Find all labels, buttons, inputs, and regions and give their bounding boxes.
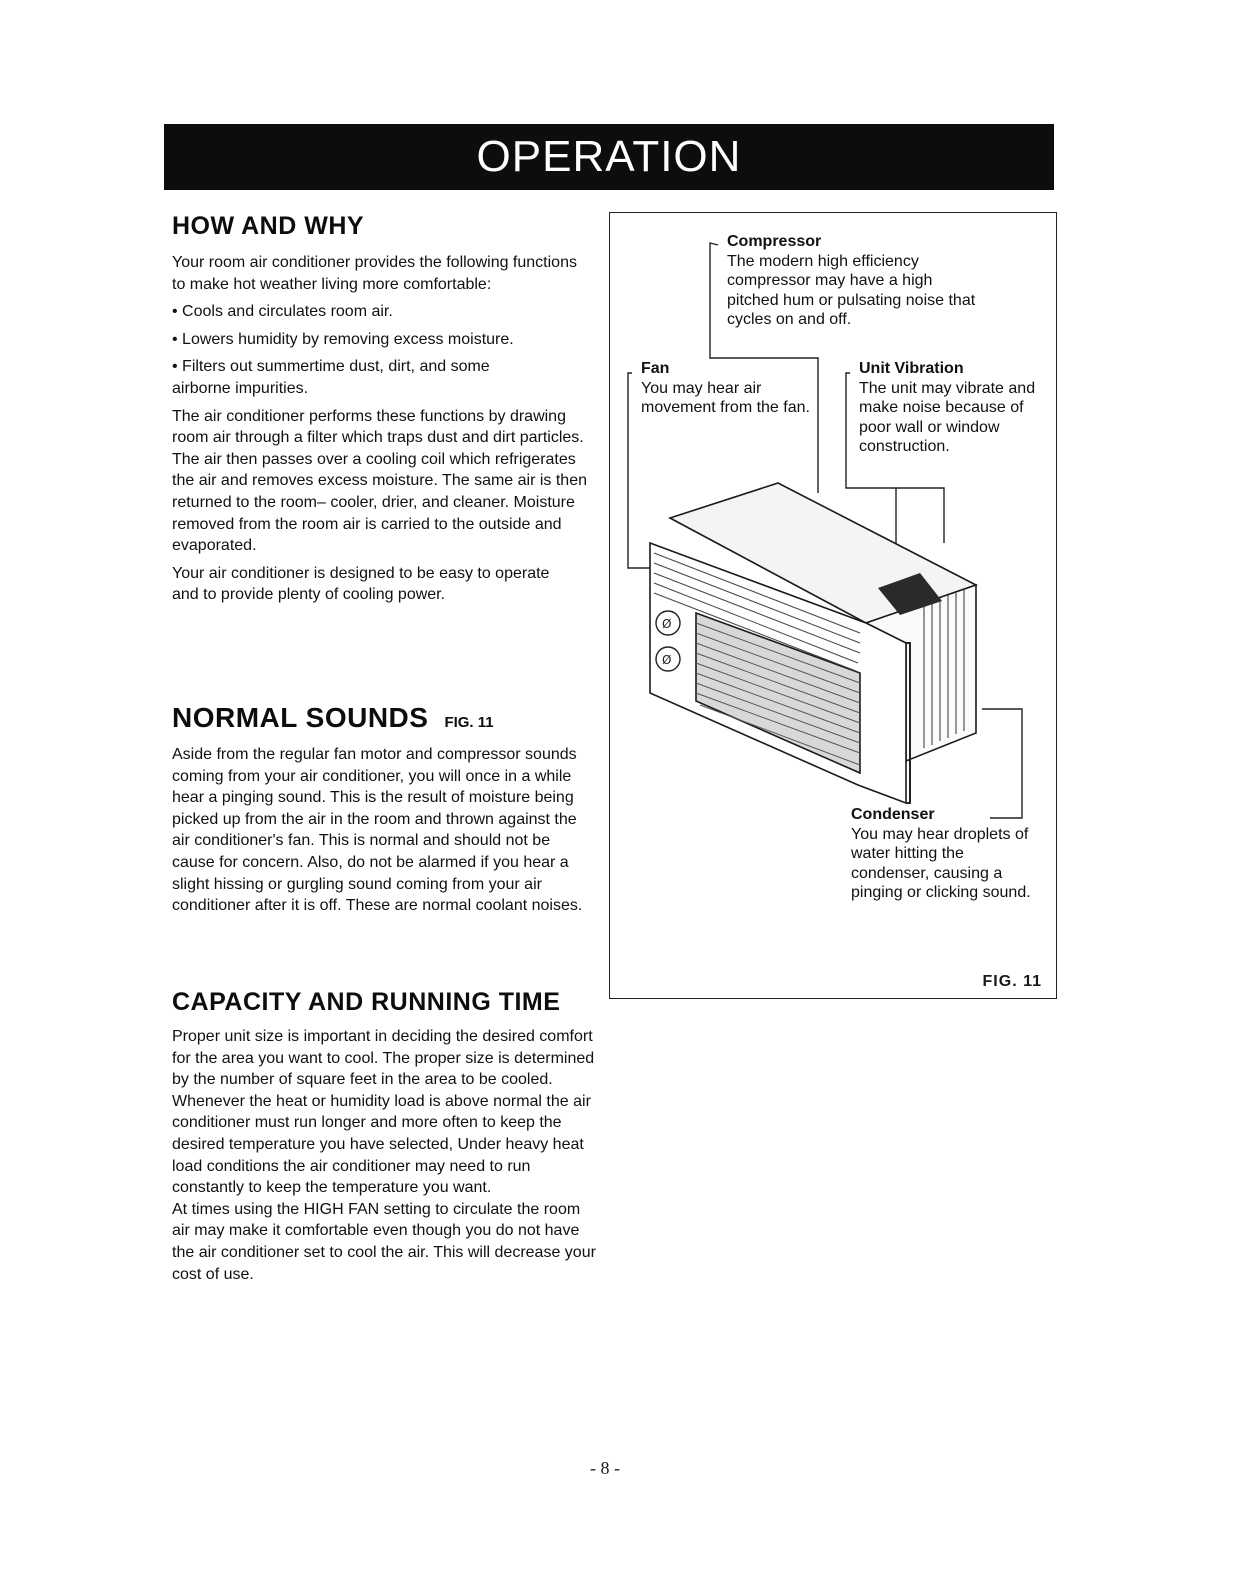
fig-reference: FIG. 11 (444, 714, 494, 731)
capacity-paragraph: At times using the HIGH FAN setting to circulate the room air may make it comfortable even though you do not have the air conditioner set to cool the air. This will decrease your cost of use. (172, 1200, 596, 1283)
vibration-title: Unit Vibration (859, 360, 964, 377)
capacity-paragraph: Whenever the heat or humidity load is above normal the air conditioner must run longer and more often to keep the desired temperature you have selected, Under heavy heat load conditions the air conditioner may need to run constantly to keep the temperature you want. (172, 1092, 591, 1197)
compressor-title: Compressor (727, 233, 822, 250)
bullet-item: • Filters out summertime dust, dirt, and some airborne impurities. (172, 358, 490, 397)
how-and-why-body (172, 252, 587, 606)
condenser-text: You may hear droplets of water hitting the condenser, causing a pinging or clicking sound. (851, 825, 1031, 901)
how-and-why-paragraph: The air conditioner performs these functions by drawing room air through a filter which traps dust and dirt particles. The air then passes over a cooling coil which refrigerates the air and removes excess moisture. The same air is then returned to the room– cooler, drier, and cleaner. Moisture removed from the room air is carried to the outside and evaporated. (172, 407, 587, 555)
vibration-callout (859, 359, 1039, 457)
page-title-banner (164, 124, 1054, 190)
capacity-paragraph: Proper unit size is important in deciding the desired comfort for the area you want to cool. The proper size is determined by the number of square feet in the area to be cooled. (172, 1028, 595, 1089)
svg-text:Ø: Ø (662, 617, 672, 631)
condenser-title: Condenser (851, 806, 935, 823)
how-and-why-intro: Your room air conditioner provides the following functions to make hot weather living more comfortable: (172, 254, 577, 293)
svg-text:Ø: Ø (662, 653, 672, 667)
compressor-text: The modern high efficiency compressor may have a high pitched hum or pulsating noise that cycles on and off. (727, 252, 976, 328)
page-number: - 8 - (590, 1458, 620, 1478)
how-and-why-paragraph: Your air conditioner is designed to be easy to operate and to provide plenty of cooling power. (172, 564, 550, 604)
capacity-heading: CAPACITY AND RUNNING TIME (172, 988, 561, 1016)
normal-sounds-title: NORMAL SOUNDS (172, 702, 429, 733)
figure-label: FIG. 11 (982, 973, 1042, 990)
page-title: OPERATION (476, 132, 742, 181)
normal-sounds-paragraph: Aside from the regular fan motor and compressor sounds coming from your air conditioner, you will once in a while hear a pinging sound. This is the result of moisture being picked up from the air in the room and thrown against the air conditioner's fan. This is normal and should not be cause for concern. Also, do not be alarmed if you hear a slight hissing or gurgling sound coming from your air conditioner after it is off. These are normal coolant noises. (172, 746, 583, 915)
normal-sounds-heading (172, 702, 494, 734)
fan-callout (641, 359, 821, 418)
fan-title: Fan (641, 360, 670, 377)
compressor-callout (727, 232, 977, 330)
figure-11 (609, 212, 1057, 999)
capacity-body (172, 1026, 602, 1285)
vibration-text: The unit may vibrate and make noise because of poor wall or window construction. (859, 379, 1036, 455)
bullet-item: • Cools and circulates room air. (172, 303, 393, 321)
how-and-why-heading: HOW AND WHY (172, 212, 365, 240)
bullet-item: • Lowers humidity by removing excess moisture. (172, 330, 514, 348)
condenser-callout (851, 805, 1041, 903)
fan-text: You may hear air movement from the fan. (641, 379, 810, 416)
normal-sounds-body (172, 744, 597, 917)
